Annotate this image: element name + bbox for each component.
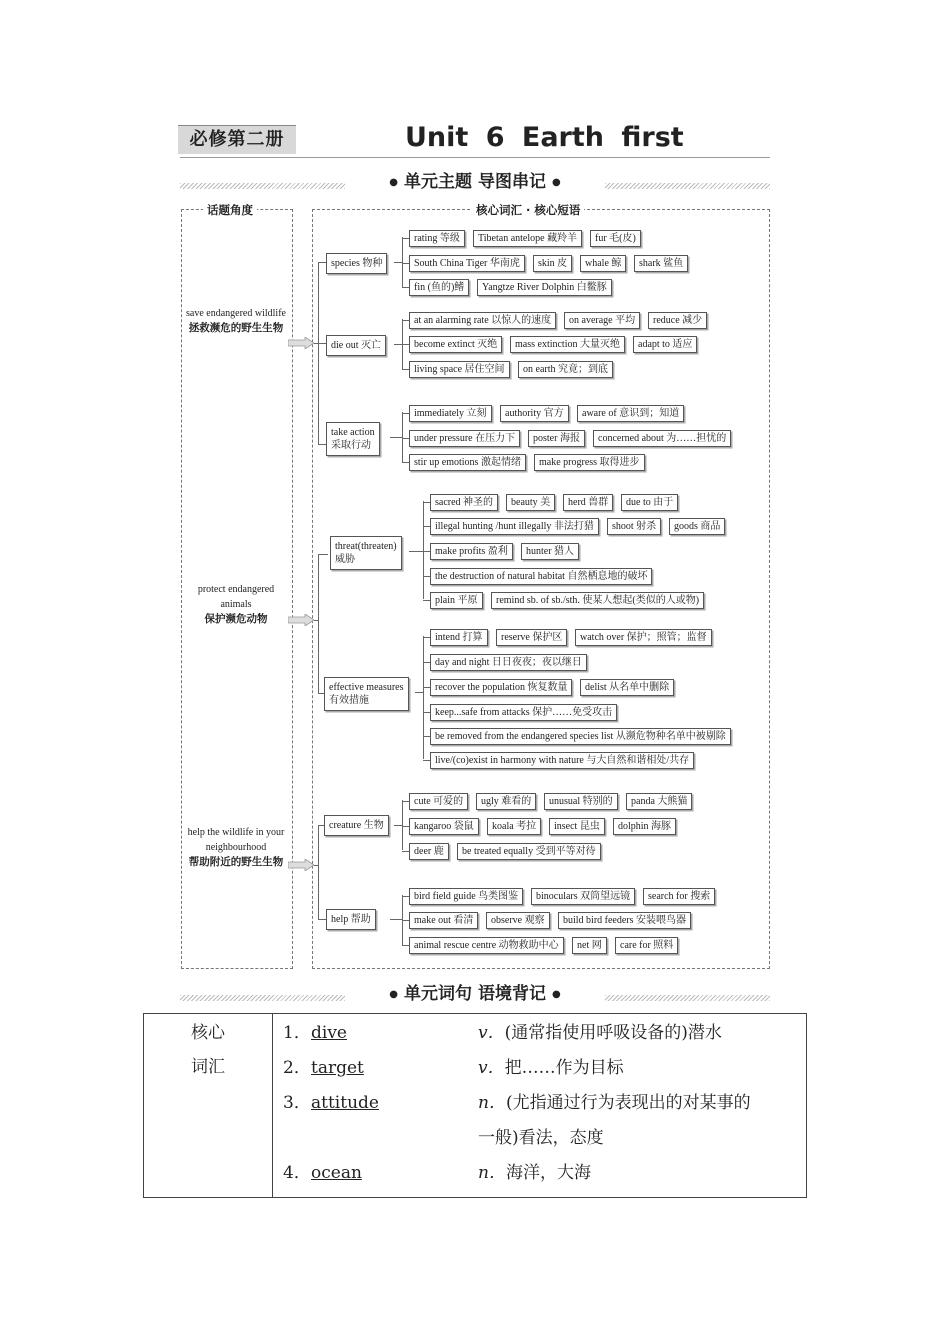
- vocab-chip: deer 鹿: [409, 843, 449, 860]
- vocab-chip: goods 商品: [669, 518, 725, 535]
- vocab-chip: sacred 神圣的: [430, 494, 498, 511]
- vocab-chip: binoculars 双筒望远镜: [531, 888, 635, 905]
- vocab-chip: make progress 取得进步: [534, 454, 645, 471]
- vocab-chip: intend 打算: [430, 629, 488, 646]
- part-of-speech: n．: [478, 1163, 506, 1183]
- vocab-chip: rating 等级: [409, 230, 465, 247]
- connector: [402, 320, 409, 321]
- vocab-chip: make out 看清: [409, 912, 478, 929]
- vocab-chip: hunter 猎人: [521, 543, 579, 560]
- connector: [423, 736, 430, 737]
- unit-title: Unit 6 Earth first: [405, 122, 684, 153]
- section-banner-mindmap: ● 单元主题 导图串记 ●: [389, 172, 561, 192]
- connector: [318, 262, 319, 445]
- vocab-chip: search for 搜索: [643, 888, 715, 905]
- connector: [423, 526, 430, 527]
- vocab-chip: become extinct 灭绝: [409, 336, 502, 353]
- category-die-out: die out 灭亡: [326, 335, 386, 356]
- hatch-left: [180, 995, 345, 1001]
- vocab-item: [273, 1086, 806, 1156]
- category-species: species 物种: [326, 253, 387, 274]
- connector: [423, 637, 430, 638]
- vocab-chip: stir up emotions 激起情绪: [409, 454, 526, 471]
- connector: [423, 760, 430, 761]
- part-of-speech: n．: [478, 1093, 506, 1113]
- topic-help-neighbourhood: [186, 825, 286, 870]
- connector: [423, 687, 430, 688]
- vocab-chip: ugly 难看的: [476, 793, 536, 810]
- vocab-chip: South China Tiger 华南虎: [409, 255, 525, 272]
- vocab-chip: herd 兽群: [563, 494, 613, 511]
- arrow-right-icon: [288, 614, 314, 626]
- vocab-word: dive: [311, 1023, 347, 1043]
- connector: [402, 826, 409, 827]
- vocab-chip: remind sb. of sb./sth. 使某人想起(类似的人或物): [491, 592, 704, 609]
- vocab-chip: care for 照料: [615, 937, 678, 954]
- connector: [402, 238, 409, 239]
- vocab-item: [273, 1051, 806, 1086]
- category-line: effective measures: [329, 682, 404, 693]
- connector: [314, 865, 319, 866]
- vocab-chip: unusual 特别的: [544, 793, 618, 810]
- vocab-chip: build bird feeders 安装喂鸟器: [558, 912, 691, 929]
- connector: [402, 851, 409, 852]
- vocab-chip: Tibetan antelope 藏羚羊: [473, 230, 582, 247]
- connector: [402, 896, 409, 897]
- vocab-chip: authority 官方: [500, 405, 569, 422]
- connector: [423, 662, 430, 663]
- vocab-chip: shoot 射杀: [607, 518, 661, 535]
- connector: [402, 237, 403, 287]
- connector: [394, 262, 402, 263]
- vocab-word: ocean: [311, 1163, 362, 1183]
- header-rule: [180, 157, 770, 158]
- vocab-map-title: 核心词汇 · 核心短语: [472, 202, 584, 218]
- section-banner-vocab: ● 单元词句 语境背记 ●: [389, 984, 561, 1004]
- category-cell: [144, 1014, 273, 1198]
- connector: [423, 502, 430, 503]
- words-cell: [273, 1014, 807, 1198]
- connector: [423, 600, 430, 601]
- vocab-chip: make profits 盈利: [430, 543, 513, 560]
- vocab-chip: under pressure 在压力下: [409, 430, 520, 447]
- vocab-chip: beauty 美: [506, 494, 555, 511]
- vocab-chip: watch over 保护；照管；监督: [575, 629, 712, 646]
- topic-en: help the wildlife in your neighbourhood: [187, 827, 285, 853]
- vocab-chip: living space 居住空间: [409, 361, 510, 378]
- part-of-speech: v．: [478, 1058, 505, 1078]
- connector: [402, 800, 403, 850]
- vocab-chip: on average 平均: [564, 312, 640, 329]
- vocab-item: [273, 1156, 806, 1191]
- vocab-chip: fin (鱼的)鳍: [409, 279, 469, 296]
- connector: [409, 551, 423, 552]
- vocab-chip: concerned about 为……担忧的: [593, 430, 731, 447]
- vocab-chip: reduce 减少: [648, 312, 707, 329]
- vocab-chip: mass extinction 大量灭绝: [510, 336, 625, 353]
- vocab-chip: panda 大熊猫: [626, 793, 692, 810]
- vocab-chip: animal rescue centre 动物救助中心: [409, 937, 564, 954]
- connector: [394, 344, 402, 345]
- category-take-action: [326, 422, 380, 456]
- connector: [314, 343, 319, 344]
- vocab-chip: koala 考拉: [487, 818, 541, 835]
- category-line: 威胁: [335, 554, 355, 565]
- definition-text: (尤指通过行为表现出的对某事的一般)看法，态度: [478, 1093, 751, 1148]
- item-number: 2．: [283, 1058, 311, 1078]
- connector: [314, 620, 319, 621]
- connector: [394, 825, 402, 826]
- connector: [402, 920, 409, 921]
- connector: [423, 576, 430, 577]
- vocab-chip: cute 可爱的: [409, 793, 468, 810]
- category-threat: [330, 536, 402, 570]
- connector: [402, 344, 409, 345]
- category-help: help 帮助: [326, 909, 376, 930]
- vocab-chip: insect 昆虫: [549, 818, 605, 835]
- vocab-chip: shark 鲨鱼: [634, 255, 688, 272]
- connector: [423, 712, 430, 713]
- category-label: 词汇: [191, 1057, 225, 1077]
- connector: [318, 554, 328, 555]
- category-measures: [324, 677, 409, 711]
- vocab-word: attitude: [311, 1093, 379, 1113]
- category-line: threat(threaten): [335, 541, 397, 552]
- connector: [390, 437, 402, 438]
- vocab-item: [273, 1016, 806, 1051]
- vocab-chip: bird field guide 鸟类图鉴: [409, 888, 523, 905]
- vocab-definition: [478, 1051, 758, 1086]
- vocab-chip: adapt to 适应: [633, 336, 697, 353]
- vocab-chip: fur 毛(皮): [590, 230, 641, 247]
- connector: [423, 551, 430, 552]
- category-label: 核心: [191, 1023, 225, 1043]
- vocab-chip: observe 观察: [486, 912, 550, 929]
- connector: [318, 554, 319, 694]
- connector: [402, 945, 409, 946]
- vocab-chip: net 网: [572, 937, 607, 954]
- connector: [402, 369, 409, 370]
- vocab-chip: be removed from the endangered species list 从濒危物种名单中被剔除: [430, 728, 731, 745]
- vocab-chip: delist 从名单中删除: [580, 679, 674, 696]
- connector: [402, 412, 403, 462]
- vocab-chip: kangaroo 袋鼠: [409, 818, 479, 835]
- connector: [423, 636, 424, 759]
- book-label: 必修第二册: [178, 125, 296, 154]
- vocab-definition: [478, 1086, 758, 1156]
- topic-en: protect endangered animals: [197, 584, 275, 610]
- vocab-chip: illegal hunting /hunt illegally 非法打猎: [430, 518, 599, 535]
- connector: [318, 825, 319, 920]
- topic-save-wildlife: [186, 306, 286, 336]
- vocab-chip: the destruction of natural habitat 自然栖息地的破坏: [430, 568, 652, 585]
- connector: [402, 462, 409, 463]
- topic-cn: 保护濒危动物: [204, 613, 268, 625]
- arrow-right-icon: [288, 337, 314, 349]
- topic-protect-animals: [186, 582, 286, 627]
- vocab-chip: whale 鲸: [580, 255, 626, 272]
- hatch-right: [605, 183, 770, 189]
- vocab-chip: reserve 保护区: [496, 629, 567, 646]
- arrow-right-icon: [288, 859, 314, 871]
- part-of-speech: v．: [478, 1023, 505, 1043]
- connector: [402, 438, 409, 439]
- vocab-chip: Yangtze River Dolphin 白鳖豚: [477, 279, 612, 296]
- category-line: take action: [331, 427, 375, 438]
- topic-cn: 拯救濒危的野生生物: [188, 322, 284, 334]
- item-number: 1．: [283, 1023, 311, 1043]
- vocab-table: [143, 1013, 807, 1198]
- vocab-chip: on earth 究竟；到底: [518, 361, 613, 378]
- connector: [402, 263, 409, 264]
- item-number: 4．: [283, 1163, 311, 1183]
- connector: [402, 801, 409, 802]
- table-row: [144, 1014, 807, 1198]
- vocab-chip: due to 由于: [621, 494, 678, 511]
- topic-cn: 帮助附近的野生生物: [188, 856, 284, 868]
- item-number: 3．: [283, 1093, 311, 1113]
- banner-text: 单元词句 语境背记: [404, 984, 546, 1004]
- vocab-chip: aware of 意识到；知道: [577, 405, 684, 422]
- vocab-chip: day and night 日日夜夜；夜以继日: [430, 654, 587, 671]
- topic-box-title: 话题角度: [203, 202, 257, 218]
- category-line: 有效措施: [329, 695, 369, 706]
- connector: [402, 413, 409, 414]
- vocab-chip: at an alarming rate 以惊人的速度: [409, 312, 556, 329]
- vocab-chip: dolphin 海豚: [613, 818, 676, 835]
- hatch-right: [605, 995, 770, 1001]
- vocab-chip: plain 平原: [430, 592, 483, 609]
- vocab-definition: [478, 1016, 758, 1051]
- category-creature: creature 生物: [324, 815, 389, 836]
- connector: [402, 287, 409, 288]
- topic-en: save endangered wildlife: [186, 308, 286, 319]
- vocab-chip: keep...safe from attacks 保护……免受攻击: [430, 704, 617, 721]
- vocab-chip: immediately 立刻: [409, 405, 492, 422]
- connector: [423, 501, 424, 599]
- connector: [390, 919, 402, 920]
- vocab-chip: be treated equally 受到平等对待: [457, 843, 601, 860]
- definition-text: 海洋，大海: [505, 1163, 591, 1183]
- category-line: 采取行动: [331, 440, 371, 451]
- banner-text: 单元主题 导图串记: [404, 172, 546, 192]
- vocab-chip: skin 皮: [533, 255, 572, 272]
- hatch-left: [180, 183, 345, 189]
- vocab-chip: recover the population 恢复数量: [430, 679, 572, 696]
- vocab-chip: live/(co)exist in harmony with nature 与大自然和谐相处/共存: [430, 752, 694, 769]
- definition-text: (通常指使用呼吸设备的)潜水: [504, 1023, 722, 1043]
- vocab-chip: poster 海报: [528, 430, 585, 447]
- connector: [415, 692, 423, 693]
- definition-text: 把……作为目标: [504, 1058, 624, 1078]
- vocab-word: target: [311, 1058, 364, 1078]
- vocab-definition: [478, 1156, 758, 1191]
